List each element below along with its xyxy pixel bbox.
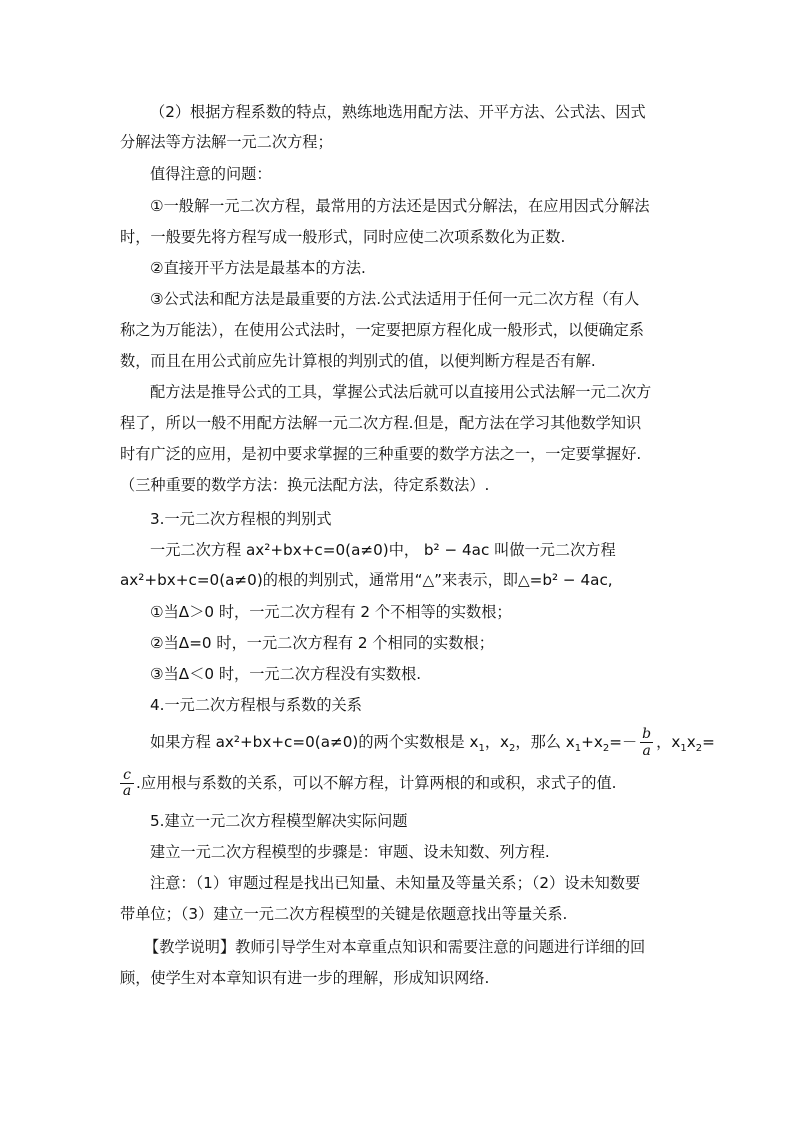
line-discriminant-definition-cont: ax²+bx+c=0(a≠0)的根的判别式，通常用“△”来表示，即△=b² − 4ac,: [120, 571, 613, 589]
section-heading-modeling: 5.建立一元二次方程模型解决实际问题: [150, 812, 408, 830]
line-vieta-application: .应用根与系数的关系，可以不解方程，计算两根的和或积，求式子的值.: [136, 774, 617, 792]
fraction-numerator: c: [120, 768, 134, 784]
line-completing-square-cont-2: 时有广泛的应用，是初中要求掌握的三种重要的数学方法之一，一定要掌握好.: [120, 445, 642, 463]
line-three-methods: （三种重要的数学方法：换元法配方法，待定系数法）.: [120, 476, 490, 494]
subscript: 2: [602, 743, 610, 755]
line-note-3-cont-1: 称之为万能法），在使用公式法时，一定要把原方程化成一般形式，以便确定系: [120, 321, 644, 339]
line-completing-square: 配方法是推导公式的工具，掌握公式法后就可以直接用公式法解一元二次方: [150, 383, 652, 401]
line-note-3: ③公式法和配方法是最重要的方法.公式法适用于任何一元二次方程（有人: [150, 290, 640, 308]
vieta-text: =: [702, 733, 715, 751]
line-vieta-formula: [150, 722, 715, 762]
subscript: 1: [574, 743, 582, 755]
vieta-text: +x: [581, 733, 603, 751]
line-methods-item-2: （2）根据方程系数的特点，熟练地选用配方法、开平方法、公式法、因式: [150, 103, 646, 121]
section-heading-discriminant: 3.一元二次方程根的判别式: [150, 510, 332, 528]
fraction-c-over-a: [120, 768, 134, 799]
section-heading-vieta: 4.一元二次方程根与系数的关系: [150, 696, 362, 714]
vieta-text: ，x: [656, 733, 681, 751]
subscript: 2: [509, 743, 516, 755]
line-modeling-notes-cont: 带单位；（3）建立一元二次方程模型的关键是依题意找出等量关系.: [120, 905, 568, 923]
line-discriminant-negative: ③当Δ＜0 时，一元二次方程没有实数根.: [150, 665, 422, 683]
line-discriminant-definition: 一元二次方程 ax²+bx+c=0(a≠0)中， b² − 4ac 叫做一元二次方程: [150, 541, 616, 559]
line-note-1-cont: 时，一般要先将方程写成一般形式，同时应使二次项系数化为正数.: [120, 228, 566, 246]
line-modeling-steps: 建立一元二次方程模型的步骤是：审题、设未知数、列方程.: [150, 843, 550, 861]
vieta-text: =－: [609, 733, 638, 751]
line-notes-heading: 值得注意的问题：: [150, 165, 272, 183]
vieta-text: ，那么 x: [515, 733, 575, 751]
fraction-denominator: a: [122, 783, 132, 799]
subscript: 2: [695, 743, 703, 755]
subscript: 1: [478, 743, 485, 755]
line-note-2: ②直接开平方法是最基本的方法.: [150, 259, 366, 277]
fraction-numerator: b: [642, 726, 652, 742]
fraction-denominator: a: [642, 743, 651, 759]
vieta-text: ，x: [484, 733, 510, 751]
line-completing-square-cont-1: 程了，所以一般不用配方法解一元二次方程.但是，配方法在学习其他数学知识: [120, 414, 642, 432]
subscript: 1: [680, 743, 687, 755]
vieta-lead-text: 如果方程 ax²+bx+c=0(a≠0)的两个实数根是 x: [150, 733, 479, 751]
fraction-b-over-a: [640, 726, 653, 759]
line-note-1: ①一般解一元二次方程，最常用的方法还是因式分解法，在应用因式分解法: [150, 197, 650, 215]
vieta-text: x: [686, 733, 696, 751]
line-methods-item-2-cont: 分解法等方法解一元二次方程；: [120, 133, 333, 151]
line-note-3-cont-2: 数，而且在用公式前应先计算根的判别式的值，以便判断方程是否有解.: [120, 352, 596, 370]
line-modeling-notes: 注意：（1）审题过程是找出已知量、未知量及等量关系；（2）设未知数要: [150, 874, 641, 892]
line-discriminant-zero: ②当Δ=0 时，一元二次方程有 2 个相同的实数根；: [150, 634, 494, 652]
line-discriminant-positive: ①当Δ＞0 时，一元二次方程有 2 个不相等的实数根；: [150, 603, 512, 621]
line-teaching-note-cont: 顾，使学生对本章知识有进一步的理解，形成知识网络.: [120, 969, 490, 987]
line-teaching-note: 【教学说明】教师引导学生对本章重点知识和需要注意的问题进行详细的回: [144, 938, 646, 956]
